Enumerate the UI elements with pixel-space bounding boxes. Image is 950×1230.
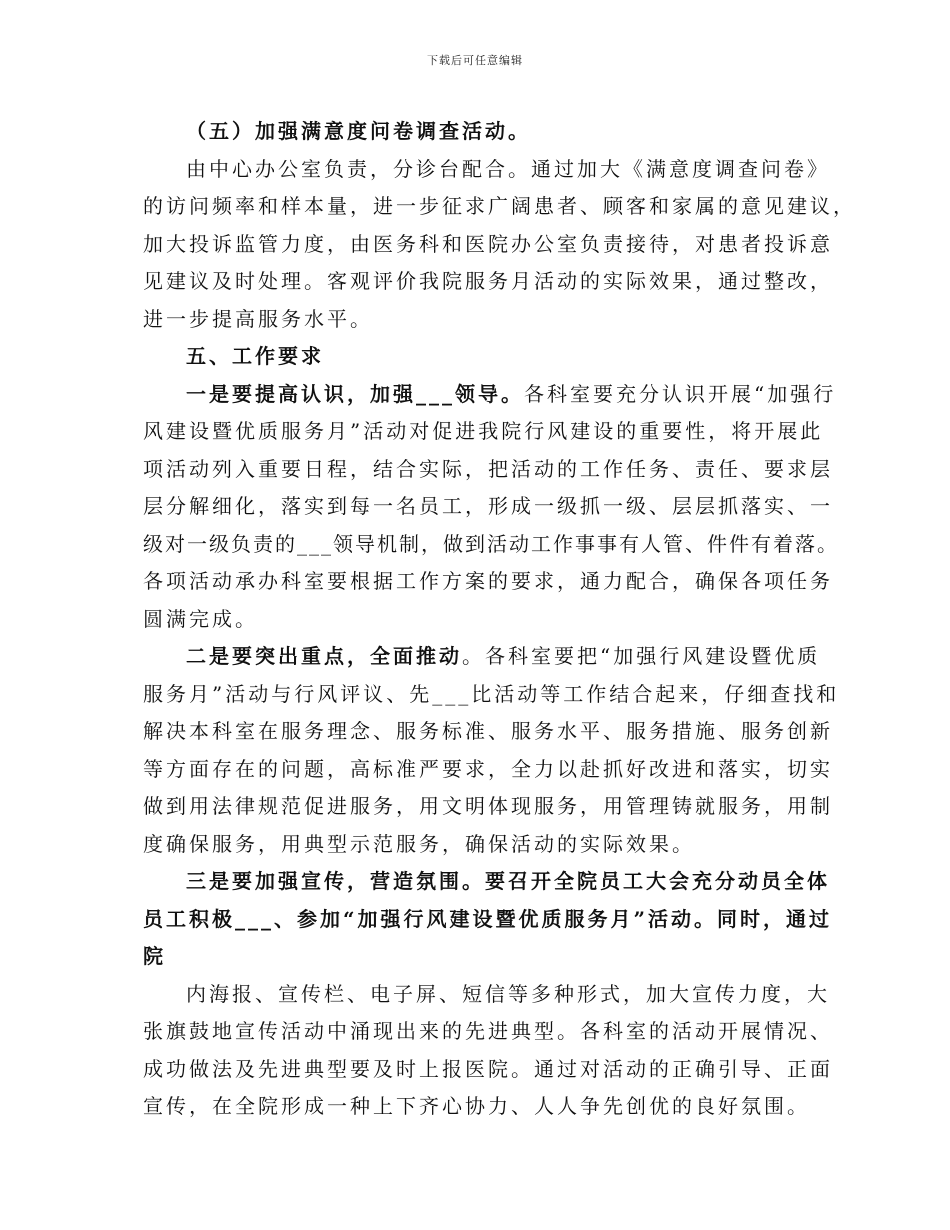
section-heading-requirements: 五、工作要求 <box>186 344 324 368</box>
paragraph-line: 成功做法及先进典型要及时上报医院。通过对活动的正确引导、正面 <box>143 1056 833 1081</box>
section-heading-5: （五）加强满意度问卷调查活动。 <box>186 119 531 143</box>
paragraph-line: 由中心办公室负责，分诊台配合。通过加大《满意度调查问卷》 <box>186 156 830 181</box>
paragraph-line: 度确保服务，用典型示范服务，确保活动的实际效果。 <box>143 831 695 856</box>
paragraph-line: 等方面存在的问题，高标准严要求，全力以赴抓好改进和落实，切实 <box>143 756 833 781</box>
lead-phrase: 一是要提高认识，加强___领导。 <box>186 381 524 406</box>
paragraph-line: 院 <box>143 944 166 968</box>
paragraph-line: 加大投诉监管力度，由医务科和医院办公室负责接待，对患者投诉意 <box>143 231 833 256</box>
paragraph-line: 做到用法律规范促进服务，用文明体现服务，用管理铸就服务，用制 <box>143 794 833 818</box>
page-header: 下载后可任意编辑 <box>427 54 523 67</box>
paragraph-line: 进一步提高服务水平。 <box>143 306 373 331</box>
paragraph-line: 层分解细化，落实到每一名员工，形成一级抓一级、层层抓落实、一 <box>143 494 833 518</box>
paragraph-line: 三是要加强宣传，营造氛围。要召开全院员工大会充分动员全体 <box>186 869 830 893</box>
paragraph-line <box>143 638 823 676</box>
paragraph-line: 宣传，在全院形成一种上下齐心协力、人人争先创优的良好氛围。 <box>143 1094 810 1118</box>
paragraph-line: 服务月”活动与行风评议、先___比活动等工作结合起来，仔细查找和 <box>143 681 840 706</box>
line-text: 。各科室要把“加强行风建设暨优质 <box>462 644 821 668</box>
line-text: 各科室要充分认识开展“加强行 <box>524 381 837 406</box>
paragraph-line: 圆满完成。 <box>143 606 258 631</box>
paragraph-line: 风建设暨优质服务月”活动对促进我院行风建设的重要性，将开展此 <box>143 419 824 443</box>
paragraph-line: 解决本科室在服务理念、服务标准、服务水平、服务措施、服务创新 <box>143 719 833 743</box>
document-body <box>143 113 856 1126</box>
paragraph-line: 见建议及时处理。客观评价我院服务月活动的实际效果，通过整改， <box>143 269 833 293</box>
lead-phrase: 二是要突出重点，全面推动 <box>186 644 462 668</box>
paragraph-line: 员工积极___、参加“加强行风建设暨优质服务月”活动。同时，通过 <box>143 906 833 931</box>
paragraph-line: 内海报、宣传栏、电子屏、短信等多种形式，加大宣传力度，大 <box>186 981 830 1006</box>
paragraph-line: 的访问频率和样本量，进一步征求广阔患者、顾客和家属的意见建议， <box>143 194 856 218</box>
paragraph-line: 各项活动承办科室要根据工作方案的要求，通力配合，确保各项任务 <box>143 569 833 593</box>
paragraph-line: 项活动列入重要日程，结合实际，把活动的工作任务、责任、要求层 <box>143 456 833 481</box>
paragraph-line <box>143 376 837 414</box>
paragraph-line: 级对一级负责的___领导机制，做到活动工作事事有人管、件件有着落。 <box>143 531 839 556</box>
paragraph-line: 张旗鼓地宣传活动中涌现出来的先进典型。各科室的活动开展情况、 <box>143 1019 833 1043</box>
